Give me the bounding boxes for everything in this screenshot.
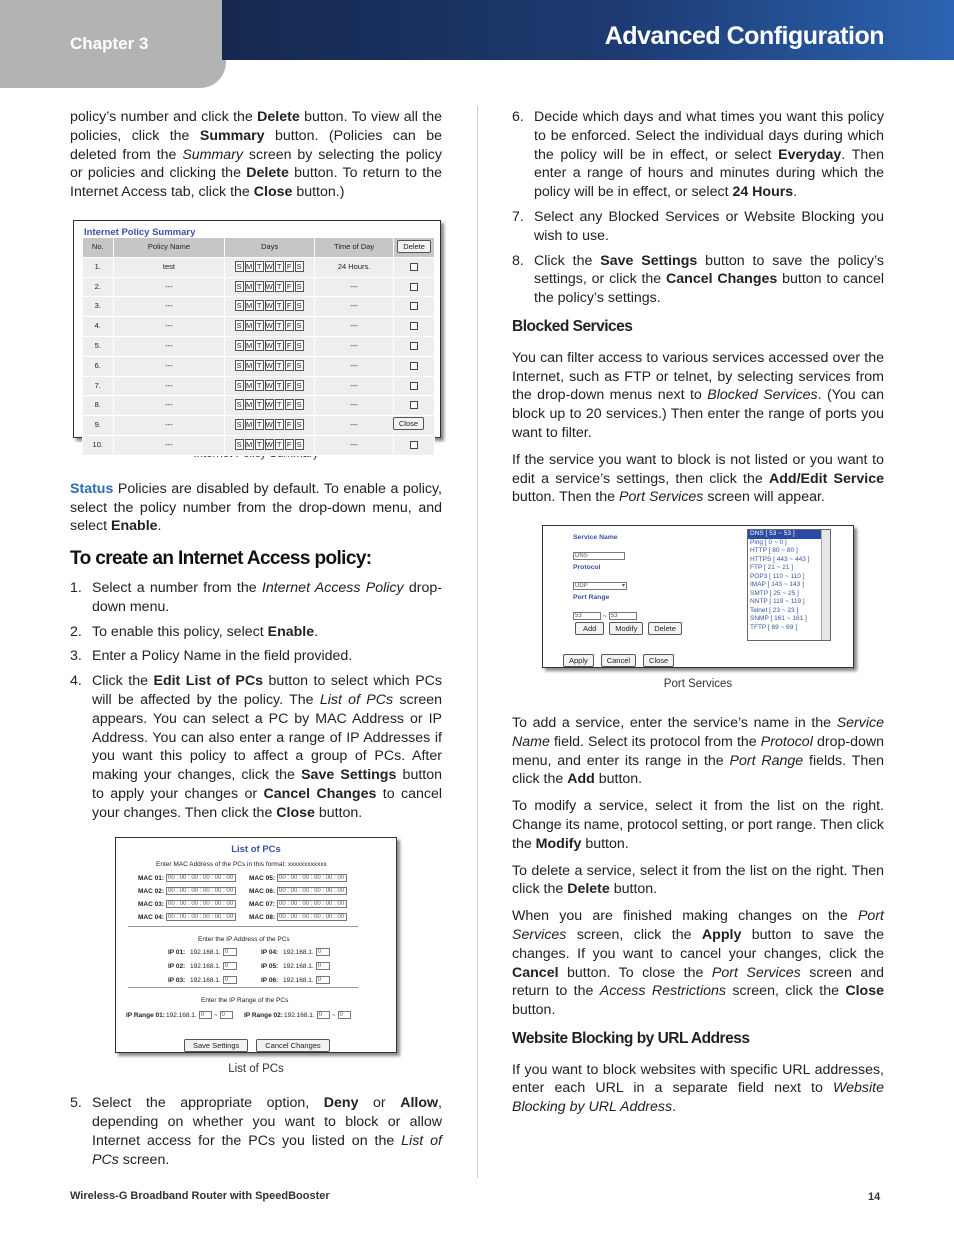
day-box: T (275, 300, 284, 311)
port-from-input[interactable]: 53 (573, 612, 601, 620)
list-item[interactable]: NNTP [ 119 ~ 119 ] (750, 598, 805, 606)
footer-product: Wireless-G Broadband Router with SpeedBooster (70, 1190, 330, 1202)
time-of-day: --- (314, 416, 393, 436)
ip-input[interactable]: 0 (316, 948, 330, 956)
day-box: S (236, 301, 242, 311)
mac-input[interactable]: 00 : 00 : 00 : 00 : 00 : 00 (166, 874, 236, 882)
row-number: 3. (83, 297, 114, 317)
day-box: W (265, 439, 273, 449)
step-7: 7. Select any Blocked Services or Website Blocking you wish to use. (512, 208, 884, 244)
col-header-no: No. (83, 237, 114, 257)
chapter-tab (0, 0, 226, 88)
mac-label: MAC 01: (138, 874, 165, 882)
ip-range-row (126, 1007, 233, 1026)
ip-input[interactable]: 0 (316, 962, 330, 970)
service-name-input[interactable]: DNS (573, 552, 625, 560)
services-list[interactable] (747, 529, 831, 641)
days-cell (225, 376, 315, 396)
list-item[interactable]: DNS [ 53 ~ 53 ] (748, 530, 821, 539)
step-4: 4. Click the Edit List of PCs button to select which PCs will be affected by the policy. The List of PCs screen appears. You can select a PC by MAC Address or IP Address. You can also enter a range of IP Addresses if you want this policy to affect a group of PCs. After making your changes, click the Save Settings button to apply your changes or Cancel Changes to cancel your changes. Then click the Close button. (70, 673, 442, 821)
days-cell (225, 317, 315, 337)
table-row (83, 376, 435, 396)
day-box: W (265, 420, 273, 430)
day-box: F (285, 439, 294, 450)
close-button[interactable]: Close (643, 654, 674, 667)
day-box: S (236, 340, 242, 350)
day-box: S (236, 281, 242, 291)
list-item[interactable]: HTTPS [ 443 ~ 443 ] (750, 555, 810, 563)
ip-range-from-input[interactable]: 0 (317, 1011, 330, 1019)
step-3: 3. Enter a Policy Name in the field provided. (70, 648, 353, 665)
day-box: F (285, 340, 294, 351)
protocol-label: Protocol (573, 564, 601, 572)
left-column (70, 108, 442, 1176)
title-band (222, 0, 954, 60)
row-number: 7. (83, 376, 114, 396)
table-row (83, 435, 435, 455)
ip-prefix: 192.168.1. (190, 976, 221, 984)
day-box: T (255, 320, 264, 331)
day-box: W (265, 301, 273, 311)
day-box: S (236, 400, 242, 410)
day-box: S (296, 439, 302, 449)
day-box: T (275, 340, 284, 351)
day-box: S (296, 301, 302, 311)
save-settings-button[interactable]: Save Settings (184, 1039, 248, 1052)
list-item[interactable]: Telnet [ 23 ~ 23 ] (750, 606, 799, 614)
day-box: M (246, 360, 253, 370)
policy-summary-table (82, 237, 435, 456)
day-box: F (285, 300, 294, 311)
row-number: 9. (83, 416, 114, 436)
time-of-day: --- (314, 317, 393, 337)
mac-label: MAC 05: (249, 874, 276, 882)
day-box: S (296, 360, 302, 370)
ip-range-note: Enter the IP Range of the PCs (201, 996, 289, 1004)
day-box: M (246, 400, 253, 410)
blocked-paragraph-2: If the service you want to block is not listed or you want to edit a service’s settings, then click the Add/Edit Service button. Then the Port Services screen will appear. (512, 451, 885, 506)
day-box: T (275, 360, 284, 371)
mac-input[interactable]: 00 : 00 : 00 : 00 : 00 : 00 (166, 887, 236, 895)
list-item[interactable]: HTTP [ 80 ~ 80 ] (750, 547, 798, 555)
ip-note: Enter the IP Address of the PCs (198, 935, 290, 943)
delete-checkbox[interactable] (410, 382, 418, 390)
mac-input[interactable]: 00 : 00 : 00 : 00 : 00 : 00 (277, 900, 347, 908)
chevron-down-icon: ▾ (621, 583, 625, 590)
day-box: S (236, 321, 242, 331)
modify-service-paragraph: To modify a service, select it from the list on the right. Change its name, protocol setting, or port range. Then click the Modify button. (512, 798, 884, 852)
row-number: 6. (83, 356, 114, 376)
step-1: 1. Select a number from the Internet Access Policy drop-down menu. (70, 579, 443, 615)
section-heading: To create an Internet Access policy: (70, 548, 372, 570)
list-item[interactable]: SMTP [ 25 ~ 25 ] (750, 589, 799, 597)
ip-label: IP 06: (261, 976, 279, 984)
policy-name: --- (113, 416, 225, 436)
time-of-day: --- (314, 297, 393, 317)
mac-label: MAC 04: (138, 913, 165, 921)
row-number: 8. (83, 396, 114, 416)
delete-cell (394, 297, 435, 317)
time-of-day: 24 Hours. (314, 257, 393, 277)
table-row (83, 396, 435, 416)
table-row (83, 336, 435, 356)
mac-label: MAC 03: (138, 900, 165, 908)
column-divider (477, 106, 478, 1178)
delete-checkbox[interactable] (410, 362, 418, 370)
delete-cell (394, 435, 435, 455)
ip-input[interactable]: 0 (223, 976, 237, 984)
day-box: W (265, 261, 273, 271)
day-box: F (285, 380, 294, 391)
list-item[interactable]: IMAP [ 143 ~ 143 ] (750, 581, 804, 589)
mac-input[interactable]: 00 : 00 : 00 : 00 : 00 : 00 (166, 900, 236, 908)
policy-name: test (113, 257, 225, 277)
step-8: 8. Click the Save Settings button to save the policy’s settings, or click the Cancel Changes button to cancel the policy’s settings. (512, 252, 885, 307)
ip-input[interactable]: 0 (316, 976, 330, 984)
table-row (83, 416, 435, 436)
step-5: 5. Select the appropriate option, Deny or Allow, depending on whether you want to block or allow Internet access for the PCs you listed on the List of PCs screen. (70, 1095, 442, 1168)
policy-name: --- (113, 297, 225, 317)
page-title: Advanced Configuration (604, 22, 884, 50)
col-header-days: Days (225, 237, 315, 257)
mac-row (138, 909, 236, 928)
steps-list-left-2 (70, 1094, 442, 1169)
day-box: F (285, 320, 294, 331)
mac-row (249, 909, 347, 928)
cancel-button[interactable]: Cancel (601, 654, 636, 667)
ip-input[interactable]: 0 (223, 962, 237, 970)
day-box: F (285, 399, 294, 410)
page-header (0, 0, 954, 88)
day-box: S (296, 281, 302, 291)
delete-checkbox[interactable] (410, 263, 418, 271)
policy-name: --- (113, 277, 225, 297)
protocol-select[interactable]: UDP ▾ (575, 583, 625, 590)
day-box: T (255, 380, 264, 391)
ip-label: IP 01: (168, 948, 186, 956)
delete-checkbox[interactable] (410, 302, 418, 310)
mac-input[interactable]: 00 : 00 : 00 : 00 : 00 : 00 (277, 887, 347, 895)
step-2: 2. To enable this policy, select Enable. (70, 623, 319, 640)
ip-range-from-input[interactable]: 0 (199, 1011, 212, 1019)
day-box: F (285, 261, 294, 272)
ip-label: IP 04: (261, 948, 279, 956)
close-button[interactable]: Close (393, 417, 424, 430)
day-box: W (265, 360, 273, 370)
ip-label: IP 03: (168, 976, 186, 984)
table-row (83, 356, 435, 376)
right-column (512, 108, 884, 1125)
day-box: M (246, 340, 253, 350)
list-item[interactable]: TFTP [ 69 ~ 69 ] (750, 623, 798, 631)
range-separator: ~ (331, 1011, 336, 1019)
mac-label: MAC 02: (138, 887, 165, 895)
days-cell (225, 297, 315, 317)
list-item[interactable]: FTP [ 21 ~ 21 ] (750, 564, 794, 572)
ip-range-row (244, 1007, 351, 1026)
day-box: M (246, 261, 253, 271)
row-number: 1. (83, 257, 114, 277)
day-box: T (255, 261, 264, 272)
delete-cell (394, 336, 435, 356)
days-cell (225, 416, 315, 436)
table-row (83, 277, 435, 297)
delete-cell (394, 257, 435, 277)
col-header-policy-name: Policy Name (113, 237, 225, 257)
day-box: T (255, 399, 264, 410)
figure-title: List of PCs (231, 843, 281, 855)
mac-input[interactable]: 00 : 00 : 00 : 00 : 00 : 00 (277, 874, 347, 882)
day-box: F (285, 360, 294, 371)
day-box: T (275, 399, 284, 410)
day-box: M (246, 321, 253, 331)
delete-checkbox[interactable] (410, 283, 418, 291)
table-row (83, 317, 435, 337)
figure-list-of-pcs (115, 837, 397, 1053)
delete-checkbox[interactable] (410, 322, 418, 330)
day-box: T (275, 419, 284, 430)
day-box: T (275, 380, 284, 391)
time-of-day: --- (314, 356, 393, 376)
delete-button[interactable]: Delete (648, 622, 682, 635)
mac-label: MAC 08: (249, 913, 276, 921)
delete-checkbox[interactable] (410, 401, 418, 409)
blocked-paragraph-1: You can filter access to various services accessed over the Internet, such as FTP or telnet, by selecting services from the drop-down menus next to Blocked Services. (You can block up to 20 services.) Then enter the range of ports you want to filter. (512, 349, 884, 441)
time-of-day: --- (314, 336, 393, 356)
row-number: 5. (83, 336, 114, 356)
day-box: S (236, 420, 242, 430)
url-blocking-paragraph: If you want to block websites with specific URL addresses, enter each URL in a separate field next to Website Blocking by URL Address. (512, 1061, 884, 1116)
days-cell (225, 336, 315, 356)
days-cell (225, 356, 315, 376)
day-box: W (265, 321, 273, 331)
day-box: T (255, 300, 264, 311)
row-number: 4. (83, 317, 114, 337)
policy-name: --- (113, 435, 225, 455)
scrollbar[interactable] (821, 530, 830, 640)
mac-label: MAC 06: (249, 887, 276, 895)
day-box: S (236, 439, 242, 449)
port-to-input[interactable]: 53 (609, 612, 637, 620)
ip-range-label: IP Range 02: (244, 1011, 283, 1019)
day-box: T (255, 439, 264, 450)
day-box: S (236, 380, 242, 390)
port-range-label: Port Range (573, 594, 610, 602)
steps-list-right (512, 108, 884, 308)
ip-label: IP 02: (168, 962, 186, 970)
chapter-label: Chapter 3 (70, 34, 149, 53)
col-header-delete (394, 237, 435, 257)
service-name-label: Service Name (573, 534, 618, 542)
policy-name: --- (113, 336, 225, 356)
figure-caption: Port Services (663, 678, 733, 691)
intro-paragraph: policy’s number and click the Delete button. To view all the policies, click the Summary button. (Policies can be deleted from the Summary screen by selecting the policy or policies and clicking the Delete button. To return to the Internet Access tab, click the Close button.) (70, 109, 443, 201)
figure-policy-summary (73, 220, 441, 449)
time-of-day: --- (314, 376, 393, 396)
ip-range-to-input[interactable]: 0 (338, 1011, 351, 1019)
mac-format-note: Enter MAC Address of the PCs in this format: xxxxxxxxxxxx (156, 860, 327, 868)
day-box: F (285, 281, 294, 292)
ip-range-to-input[interactable]: 0 (220, 1011, 233, 1019)
day-box: T (255, 281, 264, 292)
delete-cell (394, 376, 435, 396)
col-header-time: Time of Day (314, 237, 393, 257)
mac-input[interactable]: 00 : 00 : 00 : 00 : 00 : 00 (166, 913, 236, 921)
day-box: S (296, 321, 302, 331)
day-box: W (265, 281, 273, 291)
day-box: S (296, 340, 302, 350)
ip-prefix: 192.168.1. (283, 976, 314, 984)
delete-service-paragraph: To delete a service, select it from the list on the right. Then click the Delete button. (512, 862, 884, 898)
cancel-changes-button[interactable]: Cancel Changes (256, 1039, 329, 1052)
day-box: M (246, 420, 253, 430)
ip-prefix: 192.168.1. (190, 948, 221, 956)
finish-paragraph: When you are finished making changes on the Port Services screen, click the Apply button to save the changes. If you want to cancel your changes, click the Cancel button. To close the Port Services screen and return to the Access Restrictions screen, click the Close button. (512, 908, 884, 1019)
url-blocking-heading: Website Blocking by URL Address (512, 1029, 750, 1047)
day-box: M (246, 301, 253, 311)
mac-label: MAC 07: (249, 900, 276, 908)
day-box: T (275, 439, 284, 450)
time-of-day: --- (314, 277, 393, 297)
ip-range-label: IP Range 01: (126, 1011, 165, 1019)
day-box: W (265, 400, 273, 410)
ip-prefix: 192.168.1. (190, 962, 221, 970)
days-cell (225, 257, 315, 277)
day-box: S (296, 261, 302, 271)
delete-checkbox[interactable] (410, 342, 418, 350)
time-of-day: --- (314, 396, 393, 416)
row-number: 10. (83, 435, 114, 455)
ip-prefix: 192.168.1. (284, 1011, 315, 1019)
figure-caption: List of PCs (228, 1062, 284, 1075)
days-cell (225, 277, 315, 297)
ip-label: IP 05: (261, 962, 279, 970)
delete-cell (394, 317, 435, 337)
day-box: S (296, 420, 302, 430)
day-box: W (265, 340, 273, 350)
day-box: T (275, 261, 284, 272)
status-paragraph: Status Policies are disabled by default. To enable a policy, select the policy number from the drop-down menu, and select Enable. (70, 480, 442, 535)
ip-prefix: 192.168.1. (283, 962, 314, 970)
day-box: M (246, 281, 253, 291)
day-box: T (255, 340, 264, 351)
day-box: W (265, 380, 273, 390)
policy-name: --- (113, 317, 225, 337)
step-6: 6. Decide which days and what times you want this policy to be enforced. Select the individual days during which the policy will be in effect, or select Everyday. Then enter a range of hours and minutes during which the policy will be in effect, or select 24 Hours. (512, 109, 885, 201)
delete-button[interactable]: Delete (397, 240, 431, 253)
day-box: T (275, 320, 284, 331)
day-box: M (246, 380, 253, 390)
list-item[interactable]: Ping [ 0 ~ 0 ] (750, 538, 787, 546)
ip-prefix: 192.168.1. (166, 1011, 197, 1019)
ip-input[interactable]: 0 (223, 948, 237, 956)
policy-name: --- (113, 396, 225, 416)
delete-checkbox[interactable] (410, 441, 418, 449)
day-box: S (236, 360, 242, 370)
time-of-day: --- (314, 435, 393, 455)
add-button[interactable]: Add (575, 622, 604, 635)
table-row (83, 297, 435, 317)
day-box: T (275, 281, 284, 292)
table-row (83, 257, 435, 277)
days-cell (225, 396, 315, 416)
steps-list-left (70, 579, 442, 823)
list-item[interactable]: SNMP [ 161 ~ 161 ] (750, 615, 807, 623)
blocked-services-heading: Blocked Services (512, 317, 633, 335)
row-number: 2. (83, 277, 114, 297)
delete-cell (394, 277, 435, 297)
apply-button[interactable]: Apply (563, 654, 594, 667)
modify-button[interactable]: Modify (609, 622, 643, 635)
list-item[interactable]: POP3 [ 110 ~ 110 ] (750, 572, 805, 580)
policy-name: --- (113, 356, 225, 376)
figure-port-services: Service Name DNS Protocol UDP ▾ Port Range 53 ~ 53 Add Modify Delete DNS [ 53 ~ 53 ] Ping [ 0 ~ 0 ] HTTP [ 80 ~ 80 ] HTTPS [ 443 ~ 443 ] FTP [ 21 ~ 21 ] POP3 [ 110 ~ 110 ] IMAP [ 143 ~ 143 ] SMTP [ 25 ~ 25 ] NNTP [ 119 ~ 119 ] Telnet [ 23 ~ 23 ] SNMP [ 161 ~ 161 ] TFTP [ 69 ~ 69 ] Apply Cancel Close (542, 525, 854, 668)
day-box: S (296, 380, 302, 390)
delete-cell (394, 356, 435, 376)
page-number: 14 (868, 1191, 881, 1203)
day-box: F (285, 419, 294, 430)
add-service-paragraph: To add a service, enter the service’s name in the Service Name field. Select its protocol from the Protocol drop-down menu, and enter its range in the Port Range fields. Then click the Add button. (512, 714, 884, 788)
days-cell (225, 435, 315, 455)
mac-input[interactable]: 00 : 00 : 00 : 00 : 00 : 00 (277, 913, 347, 921)
day-box: T (255, 360, 264, 371)
figure-title: Internet Policy Summary (84, 226, 196, 238)
day-box: S (236, 261, 242, 271)
ip-prefix: 192.168.1. (283, 948, 314, 956)
day-box: S (296, 400, 302, 410)
day-box: M (246, 439, 253, 449)
day-box: T (255, 419, 264, 430)
range-separator: ~ (213, 1011, 218, 1019)
policy-name: --- (113, 376, 225, 396)
